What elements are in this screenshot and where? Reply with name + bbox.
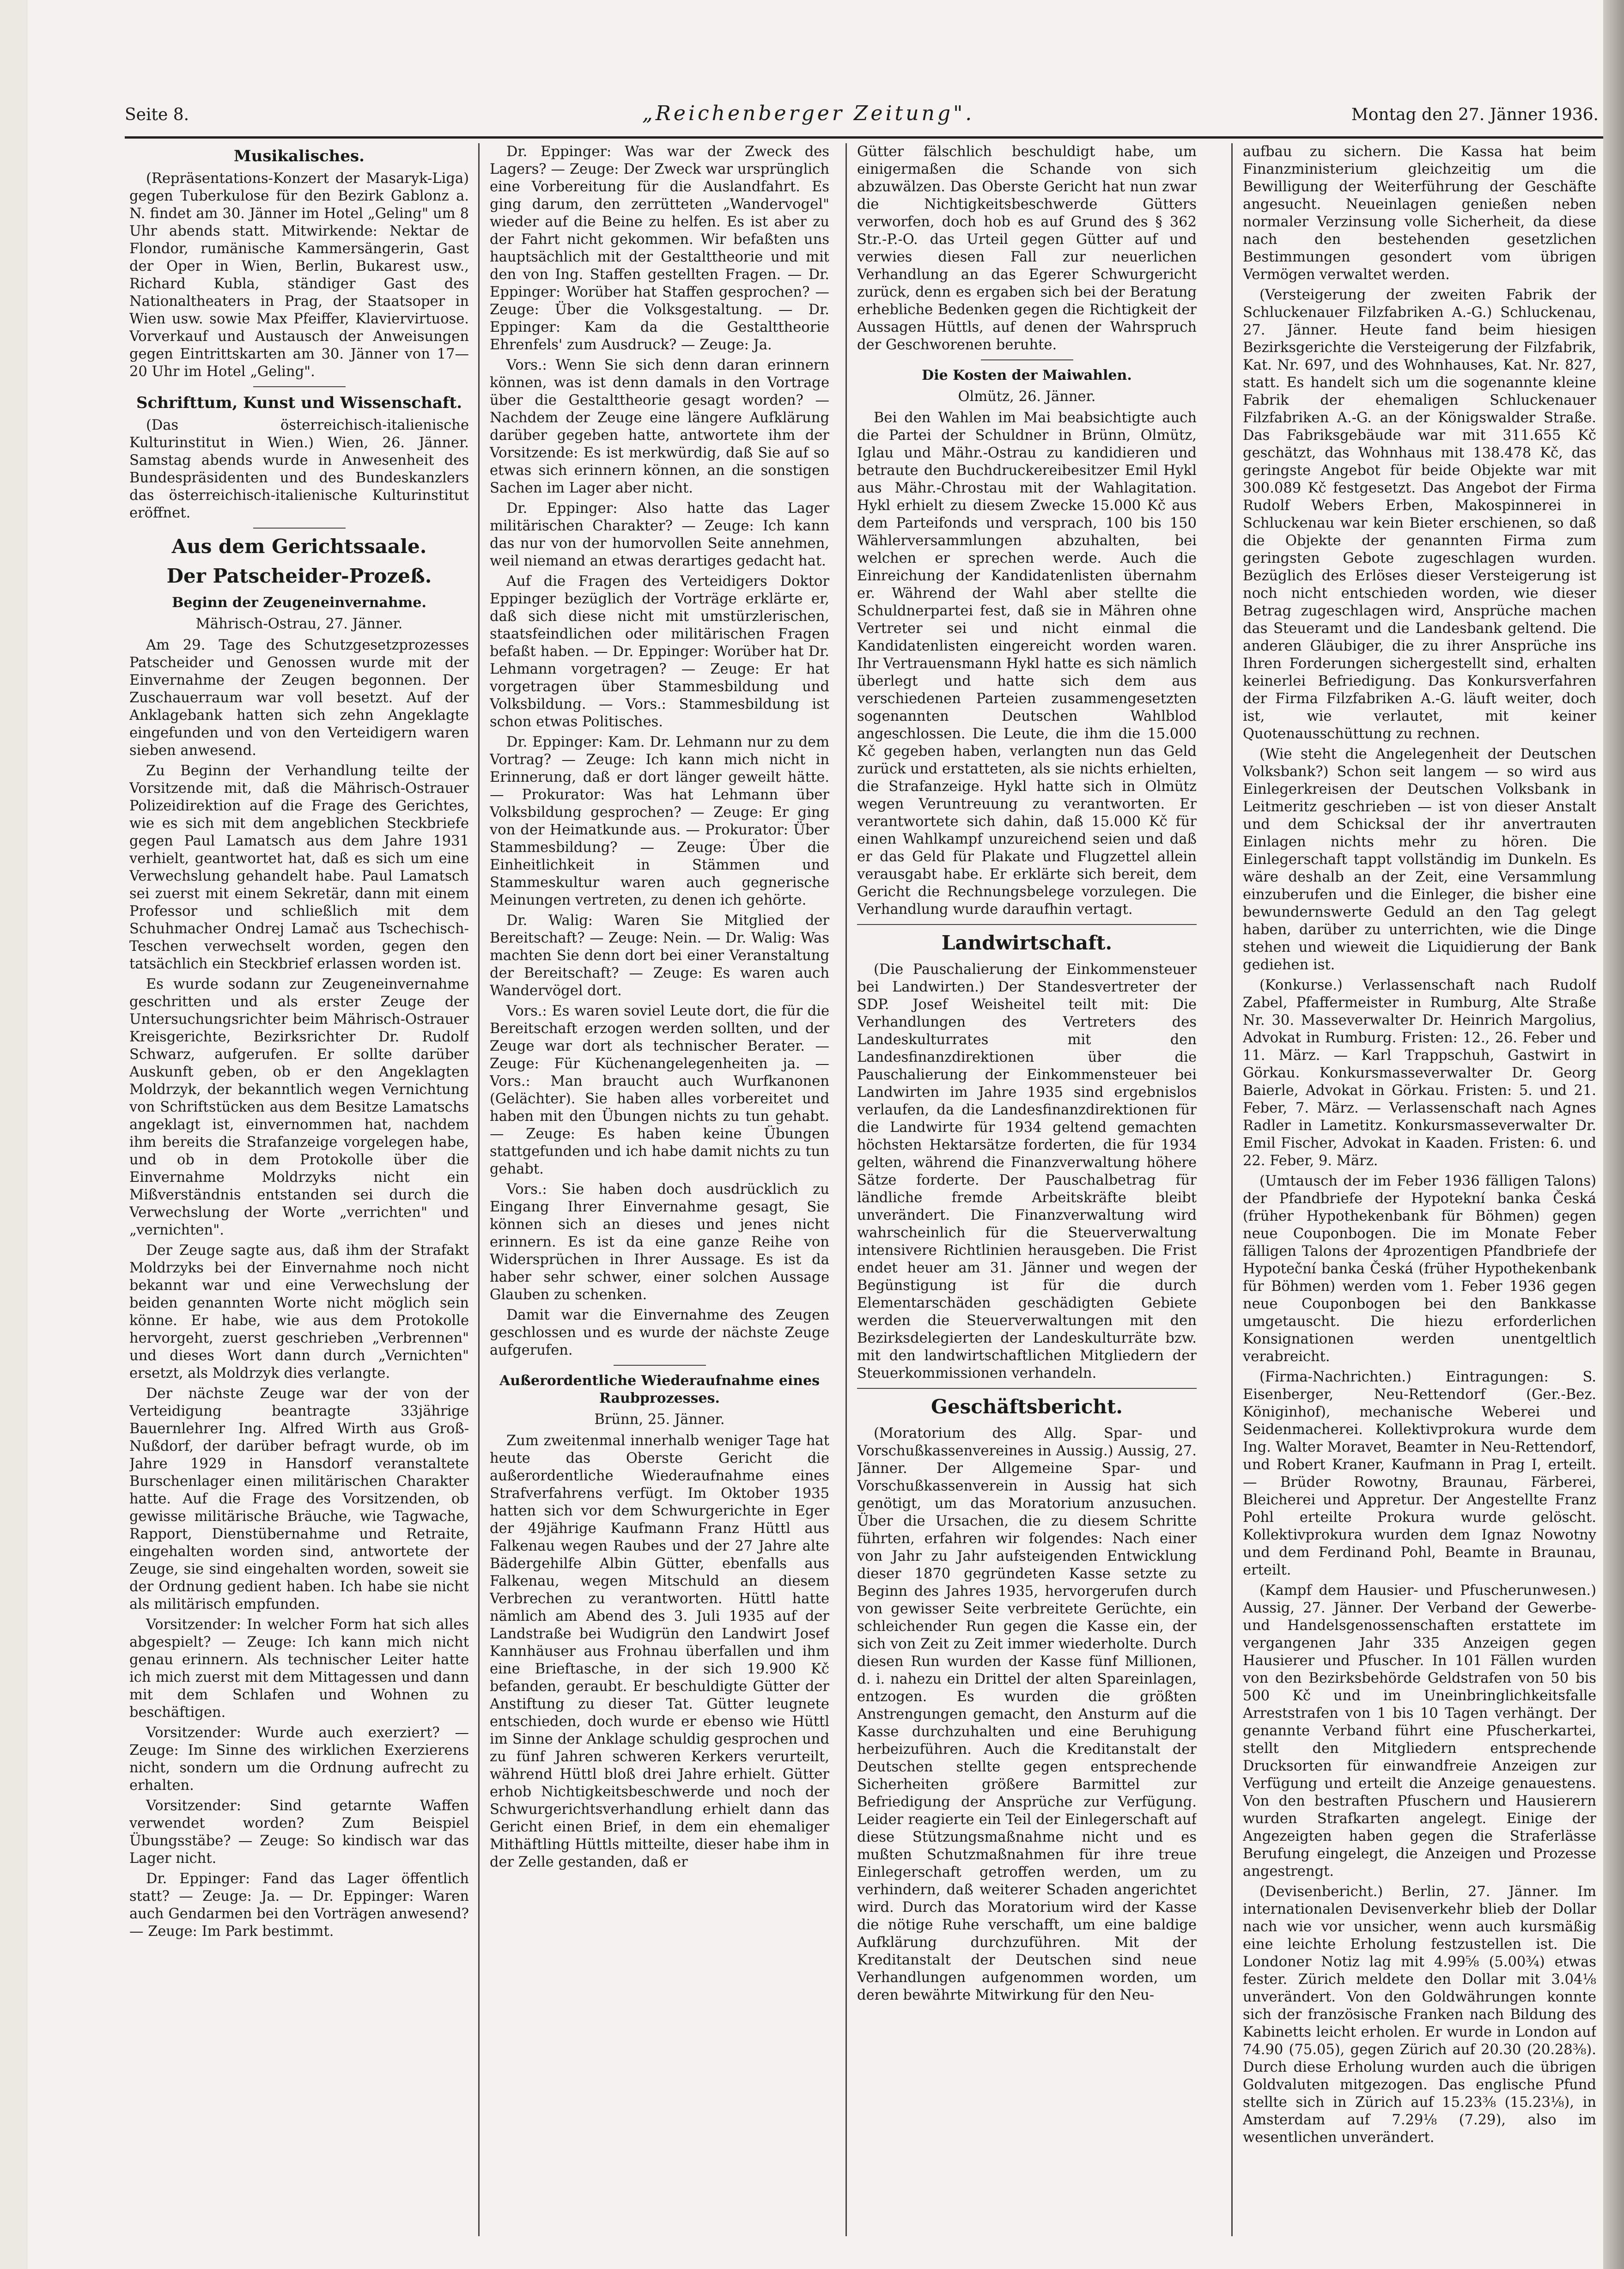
article-title-retrial: Außerordentliche Wiederaufnahme eines Raubprozesses. xyxy=(499,1373,820,1406)
separator xyxy=(981,359,1073,360)
article-paragraph: (Wie steht die Angelegenheit der Deutschen Volksbank?) Schon seit langem — so wird aus Einlegerkreisen der Deutschen Volksbank in Leitmeritz geschrieben — ist von dieser Anstalt und dem Schicksal der ihr anvertrauten Einlagen nichts mehr zu hören. Die Einlegerschaft tappt vollständig im Dunkeln. Es wäre deshalb an der Zeit, eine Versammlung einzuberufen und die Einleger, die bisher eine bewundernswerte Geduld an den Tag gelegt haben, darüber zu unterrichten, wie die Dinge stehen und wieweit die Liquidierung der Bank gediehen ist. xyxy=(1243,746,1596,973)
separator xyxy=(857,1388,1197,1389)
article-paragraph: Bei den Wahlen im Mai beabsichtigte auch die Partei der Schuldner in Brünn, Olmütz, Iglau und Mähr.-Ostrau zu kandidieren und betraute den Buchdruckereibesitzer Emil Hykl aus Mähr.-Chrostau mit der Wahlagitation. Hykl erhielt zu diesem Zwecke 15.000 Kč aus dem Parteifonds und versprach, 100 bis 150 Wählerversammlungen abzuhalten, bei welchen er sprechen werde. Auch die Einreichung der Kandidatenlisten übernahm er. Während der Wahl aber stellte die Schuldnerpartei fest, daß sie in Mähren ohne Vertreter sei und nicht einmal die Kandidatenlisten eingereicht worden waren. Ihr Vertrauensmann Hykl hatte es sich nämlich überlegt und hatte sich dem aus verschiedenen Parteien zusammengesetzten sogenannten Deutschen Wahlblod angeschlossen. Die Leute, die ihm die 15.000 Kč gegeben haben, verlangten nun das Geld zurück und erstatteten, als sie nichts erhielten, die Strafanzeige. Hykl hatte sich in Olmütz wegen Veruntreuung zu verantworten. Er verantwortete sich dahin, daß 15.000 Kč für einen Wahlkampf unzureichend seien und daß er das Geld für Plakate und Flugzettel allein verausgabt habe. Er erklärte sich bereit, dem Gericht die Rechnungsbelege vorzulegen. Die Verhandlung wurde daraufhin vertagt. xyxy=(857,410,1197,918)
article-paragraph: Vors.: Sie haben doch ausdrücklich zu Eingang Ihrer Einvernahme gesagt, Sie können sich an dieses und jenes nicht erinnern. Es ist da eine ganze Reihe von Widersprüchen in Ihrer Aussage. Es ist da haber sehr schwer, einer solchen Aussage Glauben zu schenken. xyxy=(490,1181,829,1303)
newspaper-title: „Reichenberger Zeitung". xyxy=(642,102,975,125)
article-paragraph: (Umtausch der im Feber 1936 fälligen Talons) der Pfandbriefe der Hypotekní banka Česká (früher Hypothekenbank für Böhmen) gegen neue Couponbogen. Die im Monate Feber fälligen Talons der 4prozentigen Pfandbriefe der Hypoteční banka Česká (früher Hypothekenbank für Böhmen) werden vom 1. Feber 1936 gegen neue Couponbogen bei den Bankkasse umgetauscht. Die hiezu erforderlichen Konsignationen werden unentgeltlich verabreicht. xyxy=(1243,1173,1596,1365)
article-paragraph: Zum zweitenmal innerhalb weniger Tage hat heute das Oberste Gericht die außerordentliche Wiederaufnahme eines Strafverfahrens verfügt. Im Oktober 1935 hatten sich vor dem Schwurgerichte in Eger der 49jährige Kaufmann Franz Hüttl aus Falkenau wegen Raubes und der 27 Jahre alte Bädergehilfe Albin Gütter, ebenfalls aus Falkenau, wegen Mitschuld an diesem Verbrechen zu verantworten. Hüttl hatte nämlich am Abend des 3. Juli 1935 auf der Landstraße bei Wudigrün den Landwirt Josef Kannhäuser aus Frohnau überfallen und ihm eine Brieftasche, in der sich 19.900 Kč befanden, geraubt. Er beschuldigte Gütter der Anstiftung zu dieser Tat. Gütter leugnete entschieden, doch wurde er ebenso wie Hüttl im Sinne der Anklage schuldig gesprochen und zu fünf Jahren schweren Kerkers verurteilt, während Hüttl bloß drei Jahre erhielt. Gütter erhob Nichtigkeitsbeschwerde und noch der Schwurgerichtsverhandlung erhielt dann das Gericht einen Brief, in dem ein ehemaliger Mithäftling Hüttls mitteilte, dieser habe ihm in der Zelle gestanden, daß er xyxy=(490,1433,829,1870)
separator xyxy=(614,1365,706,1366)
article-title-election-costs: Die Kosten der Maiwahlen. xyxy=(922,367,1132,383)
issue-date: Montag den 27. Jänner 1936. xyxy=(1351,105,1599,124)
article-paragraph: (Moratorium des Allg. Spar- und Vorschußkassenvereines in Aussig.) Aussig, 27. Jänner. Der Allgemeine Spar- und Vorschußkassenverein in Aussig hat sich genötigt, um das Moratorium anzusuchen. Über die Ursachen, die zu diesem Schritte führten, erfahren wir folgendes: Nach einer von Jahr zu Jahr aufsteigenden Entwicklung dieser 1870 gegründeten Kasse setzte zu Beginn des Jahres 1935, hervorgerufen durch von gewisser Seite verbreitete Gerüchte, ein schleichender Run gegen die Kasse ein, der sich von Zeit zu Zeit immer wiederholte. Durch diesen Run wurden der Kasse fünf Millionen, d. i. nahezu ein Drittel der alten Spareinlagen, entzogen. Es wurden die größten Anstrengungen gemacht, den Ansturm auf die Kasse durchzuhalten und eine Beruhigung herbeizuführen. Auch die Kreditanstalt der Deutschen stellte gegen entsprechende Sicherheiten größere Barmittel zur Befriedigung der Ansprüche zur Verfügung. Leider reagierte ein Teil der Einlegerschaft auf diese Stützungsmaßnahme nicht und es mußten Schutzmaßnahmen für ihre treue Einlegerschaft getroffen werden, um zu verhindern, daß weiterer Schaden angerichtet wird. Durch das Moratorium wird der Kasse die nötige Ruhe verschafft, um eine baldige Aufklärung durchzuführen. Mit der Kreditanstalt der Deutschen sind neue Verhandlungen aufgenommen worden, um deren bewährte Mitwirkung für den Neu- xyxy=(857,1425,1197,2003)
article-paragraph: (Kampf dem Hausier- und Pfuscherunwesen.) Aussig, 27. Jänner. Der Verband der Gewerbe- und Handelsgenossenschaften erstattete im vergangenen Jahr 335 Anzeigen gegen Hausierer und Pfuscher. In 101 Fällen wurden von den Bezirksbehörde Geldstrafen von 50 bis 500 Kč und im Uneinbringlichkeitsfalle Arreststrafen von 1 bis 10 Tagen verhängt. Der genannte Verband führt eine Pfuscherkartei, stellt den Mitgliedern entsprechende Drucksorten für einwandfreie Anzeigen zur Verfügung und erteilt die Anzeige genauestens. Von den bestraften Pfuschern und Hausierern wurden Strafkarten angelegt. Einige der Angezeigten haben gegen die Straferlässe Berufung eingelegt, die Anzeigen und Prozesse angestrengt. xyxy=(1243,1582,1596,1880)
column-divider xyxy=(1231,143,1233,2236)
header-rule xyxy=(125,136,1603,139)
section-heading-business: Geschäftsbericht. xyxy=(931,1395,1123,1418)
dateline: Mährisch-Ostrau, 27. Jänner. xyxy=(195,616,403,632)
article-paragraph: Auf die Fragen des Verteidigers Doktor Eppinger bezüglich der Vorträge erklärte er, daß sich diese nicht mit umstürzlerischen, staatsfeindlichen oder militärischen Fragen befaßt haben. — Dr. Eppinger: Worüber hat Dr. Lehmann vorgetragen? — Zeuge: Er hat vorgetragen über Stammesbildung und Volksbildung. — Vors.: Stammesbildung ist schon etwas Politisches. xyxy=(490,573,829,730)
article-paragraph: (Repräsentations-Konzert der Masaryk-Liga) gegen Tuberkulose für den Bezirk Gablonz a. N. findet am 30. Jänner im Hotel „Geling" um 8 Uhr abends statt. Mitwirkende: Nektar de Flondor, rumänische Kammersängerin, Gast der Oper in Wien, Berlin, Bukarest usw., Richard Kubla, ständiger Gast des Nationaltheaters in Prag, der Staatsoper in Wien usw. sowie Max Pfeiffer, Klaviervirtuose. Vorverkauf und Austausch der Anweisungen gegen Eintrittskarten am 30. Jänner von 17—20 Uhr im Hotel „Geling". xyxy=(129,170,469,380)
article-paragraph: Vorsitzender: In welcher Form hat sich alles abgespielt? — Zeuge: Ich kann mich nicht genau erinnern. Als technischer Leiter hatte ich mich zuerst mit dem Mittagessen und dann mit dem Schlafen und Wohnen zu beschäftigen. xyxy=(129,1617,469,1721)
column-divider xyxy=(845,143,847,2236)
dateline: Olmütz, 26. Jänner. xyxy=(958,389,1096,405)
article-paragraph: (Die Pauschalierung der Einkommensteuer bei Landwirten.) Der Standesvertreter der SDP. Josef Weisheitel teilt mit: Die Verhandlungen des Vertreters des Landeskulturrates mit den Landesfinanzdirektionen über die Pauschalierung der Einkommensteuer bei Landwirten im Jahre 1935 sind ergebnislos verlaufen, da die Landesfinanzdirektionen für die Landwirte für 1934 geltend gemachten höchsten Hektarsätze forderten, die für 1934 gelten, während die Finanzverwaltung höhere Sätze forderte. Der Pauschalbetrag für ländliche fremde Arbeitskräfte bleibt unverändert. Die Finanzverwaltung wird wahrscheinlich für die Steuerverwaltung intensivere Richtlinien herausgeben. Die Frist endet heuer am 31. Jänner und wegen der Begünstigung ist für die durch Elementarschäden geschädigten Gebiete werden die Steuerverwaltungen mit den Bezirksdelegierten der Landeskulturräte bzw. mit den landwirtschaftlichen Mitgliedern der Steuerkommissionen verhandeln. xyxy=(857,961,1197,1381)
section-heading-agriculture: Landwirtschaft. xyxy=(941,931,1113,954)
article-paragraph: Dr. Eppinger: Was war der Zweck des Lagers? — Zeuge: Der Zweck war ursprünglich eine Vorbereitung für die Auslandfahrt. Es ging darum, den zerrütteten „Wandervogel" wieder auf die Beine zu helfen. Es ist aber zu der Fahrt nicht gekommen. Wir befaßten uns hauptsächlich mit der Gestalttheorie und mit den von Ing. Staffen gestellten Fragen. — Dr. Eppinger: Worüber hat Staffen gesprochen? — Zeuge: Über die Volksgestaltung. — Dr. Eppinger: Kam da die Gestalttheorie Ehrenfels' zum Ausdruck? — Zeuge: Ja. xyxy=(490,144,829,353)
article-paragraph: Am 29. Tage des Schutzgesetzprozesses Patscheider und Genossen wurde mit der Einvernahme der Zeugen begonnen. Der Zuschauerraum war voll besetzt. Auf der Anklagebank hatten sich zehn Angeklagte eingefunden und von den Verteidigern waren sieben anwesend. xyxy=(129,637,469,759)
article-title-patscheider: Der Patscheider-Prozeß. xyxy=(166,565,432,587)
article-paragraph: (Konkurse.) Verlassenschaft nach Rudolf Zabel, Pfaffermeister in Rumburg, Alte Straße Nr. 30. Masseverwalter Dr. Heinrich Margolius, Advokat in Rumburg. Fristen: 12., 26. Feber und 11. März. — Karl Trappschuh, Gastwirt in Görkau. Konkursmasseverwalter Dr. Georg Baierle, Advokat in Görkau. Fristen: 5. und 21. Feber, 7. März. — Verlassenschaft nach Agnes Radler in Lametitz. Konkursmasseverwalter Dr. Emil Fischer, Advokat in Kaaden. Fristen: 6. und 22. Feber, 9. März. xyxy=(1243,977,1596,1169)
column-divider xyxy=(478,143,480,2236)
article-paragraph: (Firma-Nachrichten.) Eintragungen: S. Eisenberger, Neu-Rettendorf (Ger.-Bez. Königinhof), mechanische Weberei und Seidenmacherei. Kollektivprokura wurde dem Ing. Walter Moravet, Beamter in Neu-Rettendorf, und Robert Kraner, Kaufmann in Prag I, erteilt. — Brüder Rowotny, Braunau, Färberei, Bleicherei und Appretur. Der Angestellte Franz Pohl erteilte Prokura wurde gelöscht. Kollektivprokura wurden dem Ignaz Nowotny und dem Ferdinand Pohl, Beamte in Braunau, erteilt. xyxy=(1243,1369,1596,1578)
article-paragraph: Dr. Eppinger: Fand das Lager öffentlich statt? — Zeuge: Ja. — Dr. Eppinger: Waren auch Gendarmen bei den Vorträgen anwesend? — Zeuge: Im Park bestimmt. xyxy=(129,1871,469,1940)
article-paragraph: Gütter fälschlich beschuldigt habe, um einigermaßen die Schande von sich abzuwälzen. Das Oberste Gericht hat nun zwar die Nichtigkeitsbeschwerde Gütters verworfen, doch hob es auf Grund des § 362 Str.-P.-O. das Urteil gegen Gütter auf und verwies diesen Fall zur neuerlichen Verhandlung an das Egerer Schwurgericht zurück, denn es ergaben sich bei der Beratung erhebliche Bedenken gegen die Richtigkeit der Aussagen Hüttls, auf denen der Wahrspruch der Geschworenen beruhte. xyxy=(857,144,1197,353)
article-paragraph: aufbau zu sichern. Die Kassa hat beim Finanzministerium gleichzeitig um die Bewilligung der Weiterführung der Geschäfte angesucht. Neueinlagen genießen neben normaler Verzinsung volle Sicherheit, da diese nach den bestehenden gesetzlichen Bestimmungen gesondert vom übrigen Vermögen verwaltet werden. xyxy=(1243,144,1596,283)
article-paragraph: Der Zeuge sagte aus, daß ihm der Strafakt Moldrzyks bei der Einvernahme noch nicht bekannt war und eine Verwechslung der beiden genannten Worte nicht möglich sein könne. Er habe, wie aus dem Protokolle hervorgeht, zuerst geschrieben „Verbrennen" und dieses Wort dann durch „Vernichten" ersetzt, als Moldrzyk dies verlangte. xyxy=(129,1242,469,1381)
article-paragraph: Vorsitzender: Wurde auch exerziert? — Zeuge: Im Sinne des wirklichen Exerzierens nicht, sondern um die Ordnung aufrecht zu erhalten. xyxy=(129,1725,469,1794)
article-paragraph: (Devisenbericht.) Berlin, 27. Jänner. Im internationalen Devisenverkehr blieb der Dollar nach wie vor unsicher, wenn auch kursmäßig eine leichte Erholung festzustellen ist. Die Londoner Notiz lag mit 4.99⅝ (5.00¾) etwas fester. Zürich meldete den Dollar mit 3.04⅛ unverändert. Von den Goldwährungen konnte sich der französische Franken nach Bildung des Kabinetts leicht erholen. Er wurde in London auf 74.90 (75.05), gegen Zürich auf 20.30 (20.28⅜). Durch diese Erholung wurden auch die übrigen Goldvaluten mitgezogen. Das englische Pfund stellte sich in Zürich auf 15.23⅜ (15.23⅛), in Amsterdam auf 7.29⅛ (7.29), also im wesentlichen unverändert. xyxy=(1243,1884,1596,2146)
article-paragraph: Zu Beginn der Verhandlung teilte der Vorsitzende mit, daß die Mährisch-Ostrauer Polizeidirektion auf die Frage des Gerichtes, wie es sich mit dem angeblichen Steckbriefe gegen Paul Lamatsch aus dem Jahre 1931 verhielt, geantwortet hat, daß es sich um eine Verwechslung gehandelt habe. Paul Lamatsch sei zuerst mit einem Sekretär, dann mit einem Professor und schließlich mit dem Schuhmacher Ondrej Lamač aus Tschechisch-Teschen verwechselt worden, gegen den tatsächlich ein Steckbrief erlassen worden ist. xyxy=(129,763,469,972)
page-header xyxy=(125,102,1624,134)
column-2 xyxy=(490,143,829,2250)
article-subtitle: Beginn der Zeugeneinvernahme. xyxy=(172,595,426,611)
article-paragraph: Vors.: Wenn Sie sich denn daran erinnern können, was ist denn damals in den Vortrage über die Gestalttheorie gesagt worden? — Nachdem der Zeuge eine längere Aufklärung darüber gegeben hatte, antwortete ihm der Vorsitzende: Es ist merkwürdig, daß Sie auf so etwas sich erinnern können, an die sonstigen Sachen im Lager aber nicht. xyxy=(490,357,829,496)
section-heading-literature: Schrifttum, Kunst und Wissenschaft. xyxy=(136,394,462,412)
separator xyxy=(857,924,1197,925)
article-paragraph: (Das österreichisch-italienische Kulturinstitut in Wien.) Wien, 26. Jänner. Samstag abends wurde in Anwesenheit des Bundespräsidenten und des Bundeskanzlers das österreichisch-italienische Kulturinstitut eröffnet. xyxy=(129,417,469,521)
article-paragraph: Dr. Eppinger: Kam. Dr. Lehmann nur zu dem Vortrag? — Zeuge: Ich kann mich nicht in Erinnerung, daß er dort länger geweilt hätte. — Prokurator: Was hat Lehmann über Volksbildung gesprochen? — Zeuge: Er ging von der Heimatkunde aus. — Prokurator: Über Stammesbildung? — Zeuge: Über die Einheitlichkeit in Stämmen und Stammeskultur waren auch gegnerische Meinungen vertreten, zu denen ich gehörte. xyxy=(490,734,829,908)
column-4 xyxy=(1243,143,1596,2250)
article-paragraph: Der nächste Zeuge war der von der Verteidigung beantragte 33jährige Bauernlehrer Ing. Alfred Wirth aus Groß-Nußdorf, der darüber befragt wurde, ob im Jahre 1929 in Hansdorf veranstaltete Burschenlager einen militärischen Charakter hatte. Auf die Frage des Vorsitzenden, ob gewisse militärische Bräuche, wie Tagwache, Rapport, Dienstübernahme und Retraite, eingehalten worden sind, antwortete der Zeuge, sie sind eingehalten worden, soweit sie der Ordnung gedient haben. Ich habe sie nicht als militärisch empfunden. xyxy=(129,1386,469,1612)
article-paragraph: Dr. Walig: Waren Sie Mitglied der Bereitschaft? — Zeuge: Nein. — Dr. Walig: Was machten Sie denn dort bei einer Veranstaltung der Bereitschaft? — Zeuge: Es waren auch Wandervögel dort. xyxy=(490,912,829,999)
column-1 xyxy=(129,143,469,2250)
separator xyxy=(253,386,346,387)
column-3 xyxy=(857,143,1197,2250)
page-edge xyxy=(1603,0,1624,2269)
article-paragraph: Damit war die Einvernahme des Zeugen geschlossen und es wurde der nächste Zeuge aufgerufen. xyxy=(490,1307,829,1358)
article-paragraph: (Versteigerung der zweiten Fabrik der Schluckenauer Filzfabriken A.-G.) Schluckenau, 27. Jänner. Heute fand beim hiesigen Bezirksgerichte die Versteigerung der Filzfabrik, Kat. Nr. 697, und des Wohnhauses, Kat. Nr. 827, statt. Es handelt sich um die sogenannte kleine Fabrik der ehemaligen Schluckenauer Filzfabriken A.-G. an der Königswalder Straße. Das Fabriksgebäude war mit 311.655 Kč geschätzt, das Wohnhaus mit 138.478 Kč, das geringste Angebot für beide Objekte war mit 300.089 Kč festgesetzt. Das Angebot der Firma Rudolf Webers Erben, Makospinnerei in Schluckenau war kein Bieter erschienen, so daß die Objekte der genannten Firma zum geringsten Gebote zugeschlagen wurden. Bezüglich des Erlöses dieser Versteigerung ist noch nicht entschieden worden, wie dieser Betrag zugeschlagen wird, Ansprüche machen das Steueramt und die Landesbank geltend. Die anderen Gläubiger, die zu ihrer Ansprüche ins Ihren Forderungen sichergestellt sind, erhalten keinerlei Befriedigung. Das Konkursverfahren der Firma Filzfabriken A.-G. läuft weiter, doch ist, wie verlautet, mit keiner Quotenausschüttung zu rechnen. xyxy=(1243,287,1596,742)
article-paragraph: Dr. Eppinger: Also hatte das Lager militärischen Charakter? — Zeuge: Ich kann das nur von der humorvollen Seite annehmen, weil niemand an etwas derartiges gedacht hat. xyxy=(490,500,829,569)
section-heading-music: Musikalisches. xyxy=(233,147,365,165)
dateline: Brünn, 25. Jänner. xyxy=(594,1411,725,1428)
article-paragraph: Vors.: Es waren soviel Leute dort, die für die Bereitschaft erzogen werden sollten, und der Zeuge war dort als technischer Berater. — Zeuge: Für Küchenangelegenheiten ja. — Vors.: Man braucht auch Wurfkanonen (Gelächter). Sie haben alles vorbereitet und haben mit den Übungen nichts zu tun gehabt. — Zeuge: Es haben keine Übungen stattgefunden und ich habe damit nichts zu tun gehabt. xyxy=(490,1003,829,1177)
separator xyxy=(253,528,346,529)
article-paragraph: Es wurde sodann zur Zeugeneinvernahme geschritten und als erster Zeuge der Untersuchungsrichter beim Mährisch-Ostrauer Kreisgerichte, Bezirksrichter Dr. Rudolf Schwarz, aufgerufen. Er sollte darüber Auskunft geben, ob er den Angeklagten Moldrzyk, der bekanntlich wegen Vernichtung von Schriftstücken aus dem Besitze Lamatschs angeklagt ist, einvernommen hat, nachdem ihm bereits die Strafanzeige vorgelegen habe, und ob in dem Protokolle über die Einvernahme Moldrzyks nicht ein Mißverständnis entstanden sei durch die Verwechslung der Worte „verrichten" und „vernichten". xyxy=(129,976,469,1238)
section-heading-court: Aus dem Gerichtssaale. xyxy=(171,535,427,558)
page-number: Seite 8. xyxy=(125,105,189,124)
article-paragraph: Vorsitzender: Sind getarnte Waffen verwendet worden? Zum Beispiel Übungsstäbe? — Zeuge: So kindisch war das Lager nicht. xyxy=(129,1798,469,1867)
